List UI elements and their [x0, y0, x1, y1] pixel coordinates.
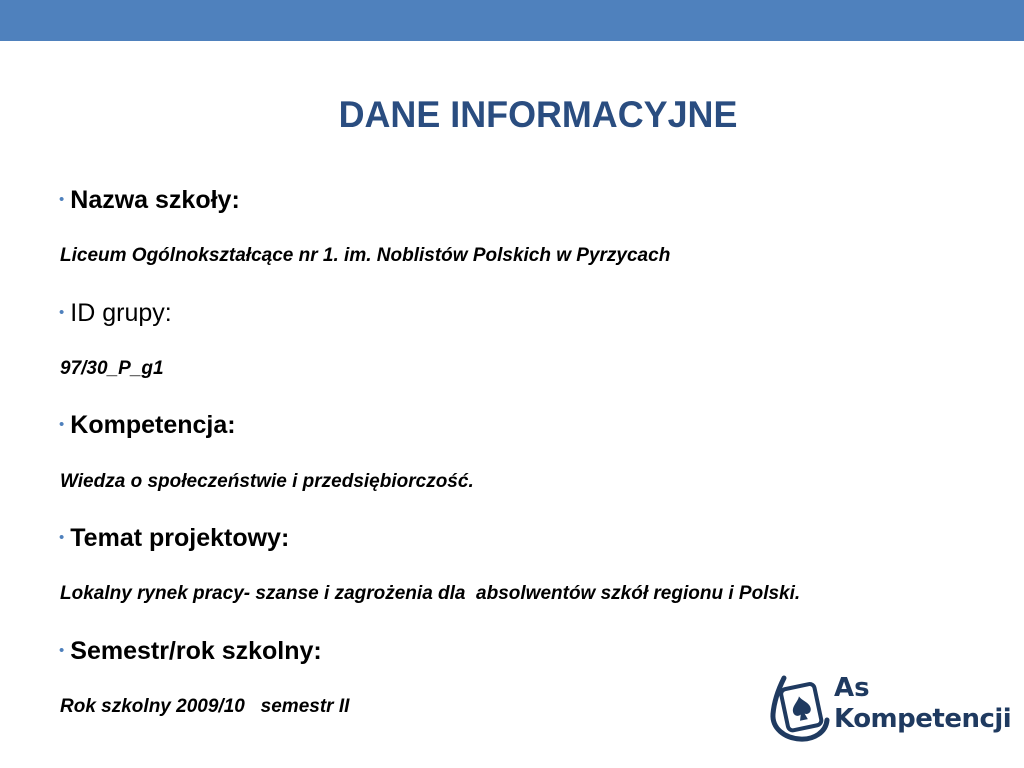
logo-text-kompetencji: Kompetencji [834, 704, 1012, 734]
spade-card-icon [768, 670, 832, 744]
bullet-icon: • [59, 304, 65, 321]
top-accent-bar [0, 0, 1024, 41]
heading-competence [59, 410, 236, 444]
heading-project-topic [59, 523, 289, 557]
as-kompetencji-logo [768, 670, 1012, 746]
logo-text-as: As [834, 673, 870, 703]
value-school-name: Liceum Ogólnokształcące nr 1. im. Noblistów Polskich w Pyrzycach [60, 245, 671, 266]
heading-label: Temat projektowy: [70, 524, 290, 552]
heading-label: ID grupy: [70, 299, 172, 327]
heading-label: Nazwa szkoły: [70, 186, 240, 214]
value-group-id: 97/30_P_g1 [60, 358, 164, 379]
bullet-icon: • [59, 416, 65, 433]
value-project-topic: Lokalny rynek pracy- szanse i zagrożenia dla absolwentów szkół regionu i Polski. [60, 583, 801, 604]
heading-group-id [59, 298, 172, 332]
heading-semester [59, 636, 322, 670]
heading-label: Kompetencja: [70, 411, 236, 439]
value-semester: Rok szkolny 2009/10 semestr II [60, 696, 350, 717]
value-competence: Wiedza o społeczeństwie i przedsiębiorczość. [60, 471, 474, 492]
heading-label: Semestr/rok szkolny: [70, 637, 322, 665]
bullet-icon: • [59, 529, 65, 546]
slide-title: DANE INFORMACYJNE [338, 94, 738, 135]
heading-school-name [59, 185, 240, 219]
bullet-icon: • [59, 191, 65, 208]
bullet-icon: • [59, 642, 65, 659]
